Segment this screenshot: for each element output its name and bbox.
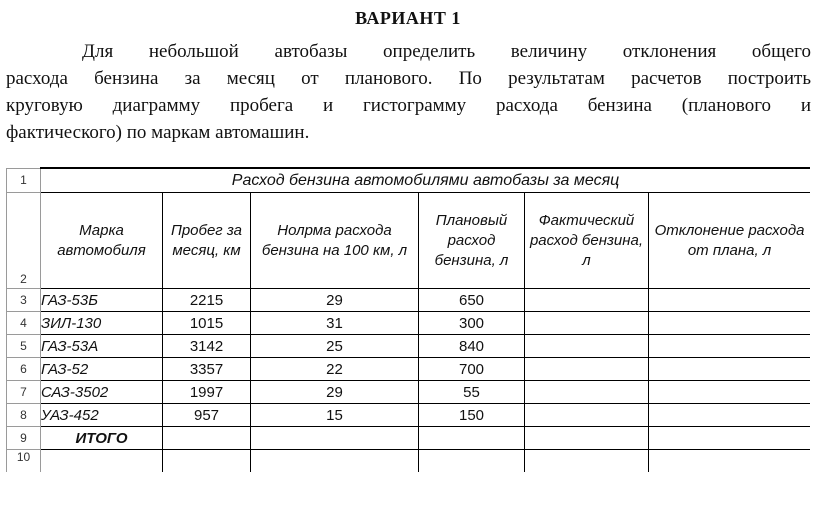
fuel-table [6,167,810,472]
fact-cell[interactable] [525,358,649,381]
norm-cell[interactable]: 31 [251,312,419,335]
table-row [7,450,811,473]
plan-cell[interactable]: 650 [419,289,525,312]
task-description [6,38,811,146]
table-row [7,335,811,358]
table-header-row [7,193,811,289]
row-number[interactable]: 10 [7,450,41,473]
fact-cell[interactable] [525,335,649,358]
brand-cell[interactable]: ГАЗ-52 [41,358,163,381]
deviation-cell[interactable] [649,358,811,381]
total-fact-cell[interactable] [525,427,649,450]
total-plan-cell[interactable] [419,427,525,450]
empty-cell[interactable] [419,450,525,473]
task-line: круговую диаграмму пробега и гистограмму расхода бензина (планового и [6,95,811,116]
norm-cell[interactable]: 29 [251,289,419,312]
row-number[interactable]: 6 [7,358,41,381]
mileage-cell[interactable]: 3142 [163,335,251,358]
empty-cell[interactable] [251,450,419,473]
task-line: фактического) по маркам автомашин. [6,122,310,143]
norm-cell[interactable]: 22 [251,358,419,381]
row-number[interactable]: 7 [7,381,41,404]
row-number[interactable]: 2 [7,193,41,289]
row-number[interactable]: 8 [7,404,41,427]
brand-cell[interactable]: ГАЗ-53Б [41,289,163,312]
column-header-norm[interactable]: Нолрма расхода бензина на 100 км, л [251,193,419,289]
brand-cell[interactable]: ГАЗ-53А [41,335,163,358]
column-header-plan[interactable]: Плановый расход бензина, л [419,193,525,289]
fact-cell[interactable] [525,289,649,312]
row-number[interactable]: 3 [7,289,41,312]
column-header-brand[interactable]: Марка автомобиля [41,193,163,289]
table-row [7,312,811,335]
table-row [7,381,811,404]
row-number[interactable]: 4 [7,312,41,335]
brand-cell[interactable]: САЗ-3502 [41,381,163,404]
column-header-fact[interactable]: Фактический расход бензина, л [525,193,649,289]
empty-cell[interactable] [649,450,811,473]
deviation-cell[interactable] [649,404,811,427]
plan-cell[interactable]: 700 [419,358,525,381]
norm-cell[interactable]: 29 [251,381,419,404]
column-header-deviation[interactable]: Отклонение расхода от плана, л [649,193,811,289]
table-row [7,289,811,312]
plan-cell[interactable]: 55 [419,381,525,404]
table-row [7,168,811,193]
fact-cell[interactable] [525,404,649,427]
task-line: расхода бензина за месяц от планового. По результатам расчетов построить [6,68,811,89]
fact-cell[interactable] [525,381,649,404]
mileage-cell[interactable]: 3357 [163,358,251,381]
total-norm-cell[interactable] [251,427,419,450]
plan-cell[interactable]: 840 [419,335,525,358]
spreadsheet [6,167,810,505]
empty-cell[interactable] [525,450,649,473]
table-row [7,404,811,427]
deviation-cell[interactable] [649,312,811,335]
table-row [7,358,811,381]
total-label-cell[interactable]: ИТОГО [41,427,163,450]
mileage-cell[interactable]: 1997 [163,381,251,404]
deviation-cell[interactable] [649,381,811,404]
total-deviation-cell[interactable] [649,427,811,450]
row-number[interactable]: 1 [7,168,41,193]
brand-cell[interactable]: ЗИЛ-130 [41,312,163,335]
plan-cell[interactable]: 300 [419,312,525,335]
brand-cell[interactable]: УАЗ-452 [41,404,163,427]
task-line: Для небольшой автобазы определить величину отклонения общего [82,41,811,62]
mileage-cell[interactable]: 2215 [163,289,251,312]
row-number[interactable]: 5 [7,335,41,358]
fact-cell[interactable] [525,312,649,335]
deviation-cell[interactable] [649,335,811,358]
norm-cell[interactable]: 25 [251,335,419,358]
mileage-cell[interactable]: 957 [163,404,251,427]
total-mileage-cell[interactable] [163,427,251,450]
column-header-mileage[interactable]: Пробег за месяц, км [163,193,251,289]
deviation-cell[interactable] [649,289,811,312]
table-caption[interactable]: Расход бензина автомобилями автобазы за месяц [41,168,811,193]
mileage-cell[interactable]: 1015 [163,312,251,335]
empty-cell[interactable] [163,450,251,473]
norm-cell[interactable]: 15 [251,404,419,427]
total-row [7,427,811,450]
empty-cell[interactable] [41,450,163,473]
row-number[interactable]: 9 [7,427,41,450]
variant-title: ВАРИАНТ 1 [355,8,461,28]
plan-cell[interactable]: 150 [419,404,525,427]
